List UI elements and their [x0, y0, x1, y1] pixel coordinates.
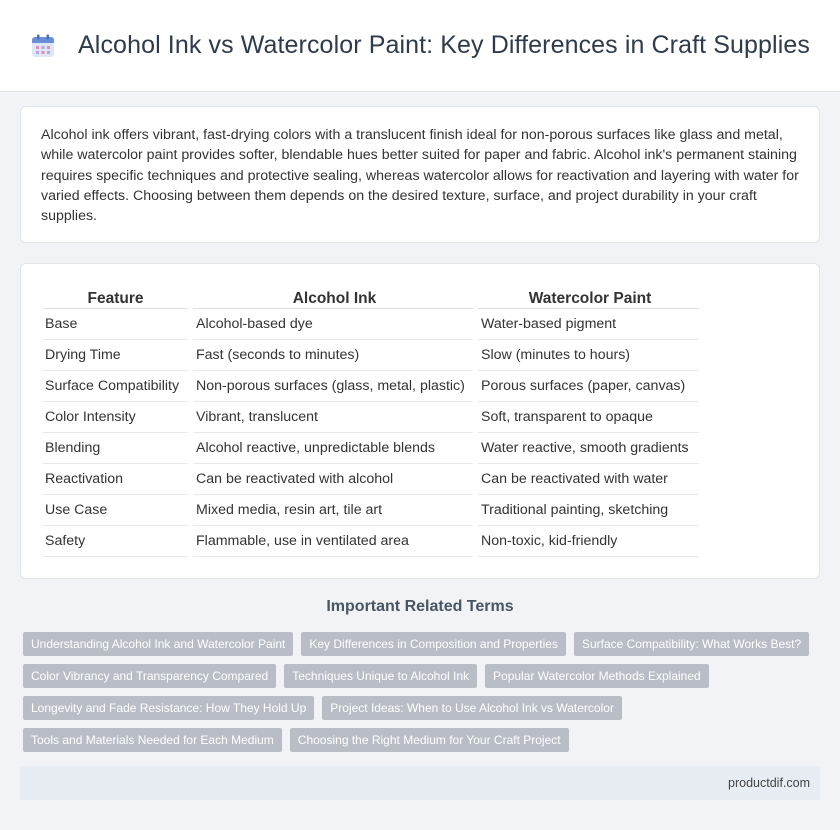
cell-feature: Use Case — [43, 495, 188, 526]
header-feature: Feature — [43, 286, 188, 309]
cell-alcohol-ink: Flammable, use in ventilated area — [193, 526, 473, 557]
page-footer — [20, 766, 820, 800]
cell-feature: Reactivation — [43, 464, 188, 495]
cell-feature: Blending — [43, 433, 188, 464]
header-watercolor-paint: Watercolor Paint — [478, 286, 699, 309]
page-title: Alcohol Ink vs Watercolor Paint: Key Differences in Craft Supplies — [78, 31, 810, 59]
cell-feature: Drying Time — [43, 340, 188, 371]
cell-feature: Safety — [43, 526, 188, 557]
cell-feature: Surface Compatibility — [43, 371, 188, 402]
related-term-tag[interactable]: Understanding Alcohol Ink and Watercolor Paint — [23, 632, 293, 656]
cell-watercolor: Porous surfaces (paper, canvas) — [478, 371, 699, 402]
table-row — [43, 433, 699, 464]
table-row — [43, 464, 699, 495]
cell-watercolor: Water-based pigment — [478, 309, 699, 340]
cell-alcohol-ink: Mixed media, resin art, tile art — [193, 495, 473, 526]
cell-alcohol-ink: Can be reactivated with alcohol — [193, 464, 473, 495]
intro-card — [20, 106, 820, 243]
header-inner — [30, 31, 810, 60]
cell-alcohol-ink: Non-porous surfaces (glass, metal, plastic) — [193, 371, 473, 402]
comparison-card — [20, 263, 820, 579]
related-term-tag[interactable]: Popular Watercolor Methods Explained — [485, 664, 709, 688]
comparison-table — [38, 286, 704, 557]
cell-feature: Base — [43, 309, 188, 340]
related-terms-tags — [23, 632, 823, 760]
related-term-tag[interactable]: Choosing the Right Medium for Your Craft Project — [290, 728, 569, 752]
table-row — [43, 309, 699, 340]
cell-feature: Color Intensity — [43, 402, 188, 433]
cell-alcohol-ink: Fast (seconds to minutes) — [193, 340, 473, 371]
table-header-row — [43, 286, 699, 309]
related-term-tag[interactable]: Longevity and Fade Resistance: How They Hold Up — [23, 696, 314, 720]
calendar-icon — [30, 33, 56, 59]
page-header — [0, 0, 840, 92]
cell-watercolor: Traditional painting, sketching — [478, 495, 699, 526]
table-row — [43, 402, 699, 433]
table-row — [43, 526, 699, 557]
cell-alcohol-ink: Alcohol-based dye — [193, 309, 473, 340]
intro-paragraph: Alcohol ink offers vibrant, fast-drying colors with a translucent finish ideal for non-porous surfaces like glass and metal, while watercolor paint provides softer, blendable hues better suited for paper and fabric. Alcohol ink's permanent staining requires specific techniques and protective sealing, whereas watercolor allows for reactivation and layering with water for varied effects. Choosing between them depends on the desired texture, surface, and project durability in your craft supplies. — [41, 127, 799, 225]
cell-alcohol-ink: Alcohol reactive, unpredictable blends — [193, 433, 473, 464]
cell-watercolor: Slow (minutes to hours) — [478, 340, 699, 371]
cell-watercolor: Soft, transparent to opaque — [478, 402, 699, 433]
cell-watercolor: Water reactive, smooth gradients — [478, 433, 699, 464]
table-row — [43, 495, 699, 526]
related-term-tag[interactable]: Surface Compatibility: What Works Best? — [574, 632, 809, 656]
related-term-tag[interactable]: Key Differences in Composition and Properties — [301, 632, 566, 656]
header-alcohol-ink: Alcohol Ink — [193, 286, 473, 309]
related-term-tag[interactable]: Project Ideas: When to Use Alcohol Ink vs Watercolor — [322, 696, 622, 720]
table-row — [43, 371, 699, 402]
related-term-tag[interactable]: Color Vibrancy and Transparency Compared — [23, 664, 276, 688]
footer-site-name: productdif.com — [728, 776, 810, 790]
cell-watercolor: Non-toxic, kid-friendly — [478, 526, 699, 557]
table-row — [43, 340, 699, 371]
related-term-tag[interactable]: Techniques Unique to Alcohol Ink — [284, 664, 477, 688]
cell-watercolor: Can be reactivated with water — [478, 464, 699, 495]
cell-alcohol-ink: Vibrant, translucent — [193, 402, 473, 433]
related-terms-title: Important Related Terms — [326, 598, 514, 615]
related-term-tag[interactable]: Tools and Materials Needed for Each Medium — [23, 728, 282, 752]
